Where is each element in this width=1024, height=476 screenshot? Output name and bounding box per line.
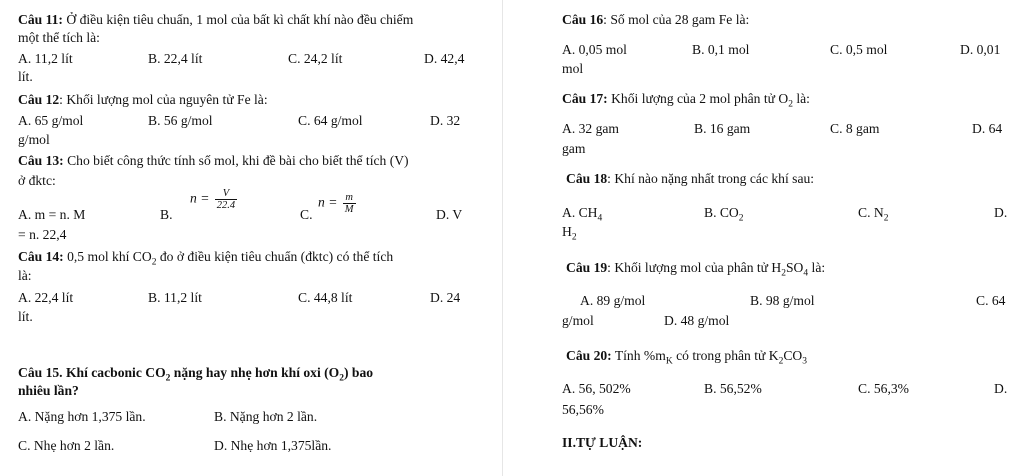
question-13-line2: ở đktc: <box>18 173 56 188</box>
q13-c-fraction: $\frac{m}{M}$ <box>344 192 354 215</box>
question-17-line1: Câu 17: Khối lượng của 2 mol phân tử $O_2$ là: <box>562 91 810 110</box>
question-20-line1: Câu 20: Tính $\%m_K$ có trong phân tử $K_2CO_3$ <box>566 348 807 367</box>
q18-option-b: B. $CO_2$ <box>704 205 744 224</box>
question-20-label: Câu 20: <box>566 348 612 363</box>
q16-option-d-wrap: mol <box>562 61 584 76</box>
q12-option-d: D. 32 <box>430 113 461 128</box>
q14-option-d: D. 24 <box>430 290 461 305</box>
q20-option-a: A. 56, 502% <box>562 381 631 396</box>
q13-option-d-wrap: = n. 22,4 <box>18 227 67 242</box>
q17-option-c: C. 8 gam <box>830 121 880 136</box>
question-15-line2: nhiêu lần? <box>18 383 79 398</box>
question-14-line1: Câu 14: 0,5 mol khí $CO_2$ đo ở điều kiện tiêu chuẩn (đktc) có thể tích <box>18 249 394 268</box>
q11-option-d: D. 42,4 <box>424 51 465 66</box>
q11-option-b: B. 22,4 lít <box>148 51 203 66</box>
q19-option-d: D. 48 g/mol <box>664 313 730 328</box>
question-11-label: Câu 11: <box>18 12 63 27</box>
q18-option-d-wrap: $H_2$ <box>562 224 577 243</box>
question-13-line1: Câu 13: Cho biết công thức tính số mol, khi đề bài cho biết thể tích (V) <box>18 153 409 168</box>
q13-option-b-prefix: B. <box>160 207 173 222</box>
question-16-line1: Câu 16: Số mol của 28 gam Fe là: <box>562 12 750 27</box>
question-16-label: Câu 16 <box>562 12 604 27</box>
q11-option-a: A. 11,2 lít <box>18 51 73 66</box>
q16-option-b: B. 0,1 mol <box>692 42 750 57</box>
question-18-line1: Câu 18: Khí nào nặng nhất trong các khí sau: <box>566 171 815 186</box>
question-19-line1: Câu 19: Khối lượng mol của phân tử $H_2SO_4$ là: <box>566 260 826 279</box>
question-12-line1: Câu 12: Khối lượng mol của nguyên tử Fe là: <box>18 92 268 107</box>
question-14-label: Câu 14: <box>18 249 64 264</box>
q17-option-a: A. 32 gam <box>562 121 620 136</box>
question-13-label: Câu 13: <box>18 153 64 168</box>
q15-option-b: B. Nặng hơn 2 lần. <box>214 409 318 424</box>
q17-option-d-wrap: gam <box>562 141 586 156</box>
q14-option-c: C. 44,8 lít <box>298 290 353 305</box>
question-15-line1: Câu 15. Khí cacbonic $CO_2$ nặng hay nhẹ hơn khí oxi $(O_2)$ bao <box>18 365 374 384</box>
q16-option-d: D. 0,01 <box>960 42 1001 57</box>
q16-option-c: C. 0,5 mol <box>830 42 888 57</box>
q17-option-b: B. 16 gam <box>694 121 751 136</box>
q13-option-c-formula: n = $\frac{m}{M}$ <box>318 192 354 215</box>
question-11-line1: Câu 11: Ở điều kiện tiêu chuẩn, 1 mol của bất kì chất khí nào đều chiếm <box>18 12 414 27</box>
q19-option-c: C. 64 <box>976 293 1006 308</box>
q19-option-a: A. 89 g/mol <box>580 293 646 308</box>
section-heading-tu-luan: II.TỰ LUẬN: <box>562 435 643 450</box>
q12-option-d-wrap: g/mol <box>18 132 50 147</box>
q12-option-a: A. 65 g/mol <box>18 113 84 128</box>
q19-option-b: B. 98 g/mol <box>750 293 815 308</box>
q18-option-a: A. $CH_4$ <box>562 205 603 224</box>
q13-option-b-formula: n = $\frac{V}{22.4}$ <box>190 188 236 211</box>
q20-option-b: B. 56,52% <box>704 381 762 396</box>
question-17-label: Câu 17: <box>562 91 608 106</box>
question-12-label: Câu 12 <box>18 92 60 107</box>
column-divider <box>502 0 503 476</box>
q14-option-b: B. 11,2 lít <box>148 290 202 305</box>
q14-option-a: A. 22,4 lít <box>18 290 74 305</box>
q13-option-a: A. m = n. M <box>18 207 86 222</box>
question-18-label: Câu 18 <box>566 171 608 186</box>
q19-option-c-wrap: g/mol <box>562 313 594 328</box>
q11-option-c: C. 24,2 lít <box>288 51 343 66</box>
q20-option-d: D. <box>994 381 1008 396</box>
q11-option-d-wrap: lít. <box>18 69 33 84</box>
q15-option-d: D. Nhẹ hơn 1,375lần. <box>214 438 332 453</box>
question-14-line2: là: <box>18 268 32 283</box>
question-19-label: Câu 19 <box>566 260 608 275</box>
q13-option-c-prefix: C. <box>300 207 313 222</box>
q15-option-c: C. Nhẹ hơn 2 lần. <box>18 438 115 453</box>
q12-option-b: B. 56 g/mol <box>148 113 213 128</box>
question-11-line2: một thể tích là: <box>18 30 100 45</box>
q12-option-c: C. 64 g/mol <box>298 113 363 128</box>
q13-b-fraction: $\frac{V}{22.4}$ <box>216 188 236 211</box>
q17-option-d: D. 64 <box>972 121 1003 136</box>
q14-option-d-wrap: lít. <box>18 309 33 324</box>
q18-option-d: D. <box>994 205 1008 220</box>
q18-option-c: C. $N_2$ <box>858 205 889 224</box>
q20-option-d-wrap: 56,56% <box>562 402 604 417</box>
q13-option-d: D. V <box>436 207 463 222</box>
q20-option-c: C. 56,3% <box>858 381 909 396</box>
q16-option-a: A. 0,05 mol <box>562 42 627 57</box>
q15-option-a: A. Nặng hơn 1,375 lần. <box>18 409 146 424</box>
